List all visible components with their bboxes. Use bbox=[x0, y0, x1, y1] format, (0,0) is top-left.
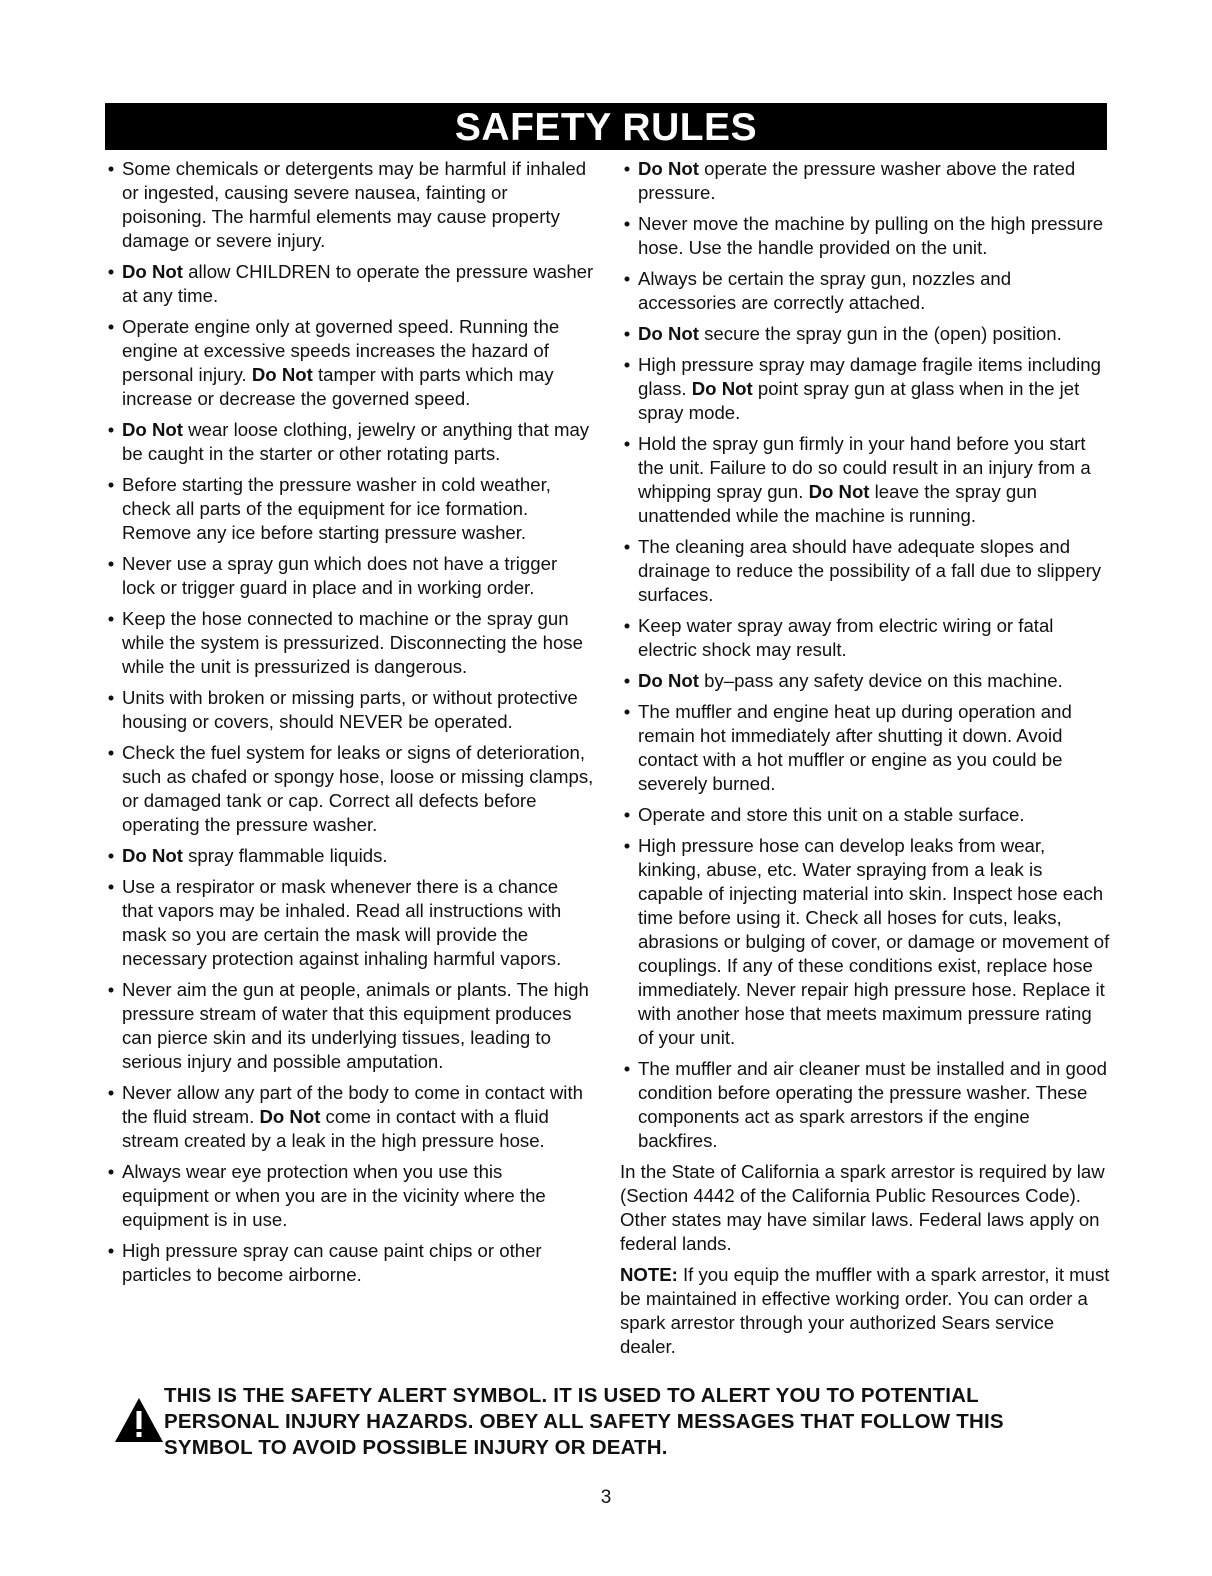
bullet-icon: • bbox=[107, 316, 115, 337]
list-item bbox=[104, 844, 594, 868]
rule-text: wear loose clothing, jewelry or anything that may be caught in the starter or other rotating parts. bbox=[122, 419, 590, 464]
list-item bbox=[620, 803, 1110, 827]
left-column bbox=[104, 157, 594, 1294]
list-item bbox=[104, 1239, 594, 1287]
list-item bbox=[620, 322, 1110, 346]
alert-line-2: PERSONAL INJURY HAZARDS. OBEY ALL SAFETY MESSAGES THAT FOLLOW THIS bbox=[164, 1410, 1004, 1433]
rule-text: Check the fuel system for leaks or signs of deterioration, such as chafed or spongy hose, loose or missing clamps, or damaged tank or cap. Correct all defects before operating the pressure washer. bbox=[122, 742, 594, 835]
list-item bbox=[620, 212, 1110, 260]
rule-text: Use a respirator or mask whenever there is a chance that vapors may be inhaled. Read all instructions with mask so you are certain the mask will provide the necessary protection against inhaling harmful vapors. bbox=[122, 876, 562, 969]
list-item bbox=[104, 741, 594, 837]
right-column bbox=[620, 157, 1110, 1366]
emphasis-text: Do Not bbox=[808, 481, 870, 502]
list-item bbox=[104, 552, 594, 600]
emphasis-text: NOTE: bbox=[620, 1264, 678, 1285]
list-item bbox=[620, 700, 1110, 796]
list-item bbox=[104, 260, 594, 308]
bullet-icon: • bbox=[623, 670, 631, 691]
list-item bbox=[104, 607, 594, 679]
list-item bbox=[620, 432, 1110, 528]
bullet-icon: • bbox=[107, 876, 115, 897]
emphasis-text: Do Not bbox=[638, 670, 699, 691]
rule-text: by–pass any safety device on this machine. bbox=[698, 670, 1063, 691]
list-item bbox=[104, 686, 594, 734]
rule-text: Operate engine only at governed speed. Running the engine at excessive speeds increases the hazard of personal injury. bbox=[122, 316, 560, 385]
safety-alert-text bbox=[164, 1383, 1104, 1461]
bullet-icon: • bbox=[107, 261, 115, 282]
list-item bbox=[104, 1160, 594, 1232]
rule-text: The muffler and engine heat up during operation and remain hot immediately after shutting it down. Avoid contact with a hot muffler or engine as you could be severely burned. bbox=[638, 701, 1072, 794]
list-item bbox=[104, 978, 594, 1074]
rule-text: The muffler and air cleaner must be installed and in good condition before operating the pressure washer. These components act as spark arrestors if the engine backfires. bbox=[638, 1058, 1107, 1151]
emphasis-text: Do Not bbox=[638, 158, 699, 179]
page-number: 3 bbox=[600, 1487, 612, 1508]
right-notes bbox=[620, 1160, 1110, 1359]
list-item bbox=[104, 473, 594, 545]
list-item bbox=[620, 834, 1110, 1050]
bullet-icon: • bbox=[107, 845, 115, 866]
rule-text: High pressure hose can develop leaks from wear, kinking, abuse, etc. Water spraying from a leak is capable of injecting material into skin. Inspect hose each time before using it. Check all hoses for cuts, leaks, abrasions or bulging of cover, or damage or movement of couplings. If any of these conditions exist, replace hose immediately. Never repair high pressure hose. Replace it with another hose that meets maximum pressure rating of your unit. bbox=[638, 835, 1110, 1048]
rule-text: High pressure spray may damage fragile items including glass. bbox=[638, 354, 1101, 399]
list-item bbox=[620, 669, 1110, 693]
rule-text: operate the pressure washer above the rated pressure. bbox=[638, 158, 1076, 203]
list-item bbox=[620, 267, 1110, 315]
rule-text: leave the spray gun unattended while the machine is running. bbox=[638, 481, 1037, 526]
alert-line-1: THIS IS THE SAFETY ALERT SYMBOL. IT IS USED TO ALERT YOU TO POTENTIAL bbox=[164, 1384, 979, 1407]
list-item bbox=[104, 315, 594, 411]
right-rules-list bbox=[620, 157, 1110, 1153]
bullet-icon: • bbox=[623, 615, 631, 636]
bullet-icon: • bbox=[623, 804, 631, 825]
bullet-icon: • bbox=[623, 433, 631, 454]
list-item bbox=[620, 614, 1110, 662]
rule-text: If you equip the muffler with a spark arrestor, it must be maintained in effective working order. You can order a spark arrestor through your authorized Sears service dealer. bbox=[620, 1264, 1110, 1357]
bullet-icon: • bbox=[623, 158, 631, 179]
rule-text: Never use a spray gun which does not have a trigger lock or trigger guard in place and in working order. bbox=[122, 553, 558, 598]
bullet-icon: • bbox=[107, 1082, 115, 1103]
note-paragraph bbox=[620, 1263, 1110, 1359]
left-rules-list bbox=[104, 157, 594, 1287]
list-item bbox=[104, 418, 594, 466]
bullet-icon: • bbox=[107, 979, 115, 1000]
rule-text: secure the spray gun in the (open) position. bbox=[698, 323, 1062, 344]
list-item bbox=[620, 157, 1110, 205]
bullet-icon: • bbox=[107, 687, 115, 708]
rule-text: Operate and store this unit on a stable surface. bbox=[638, 804, 1025, 825]
rule-text: Hold the spray gun firmly in your hand before you start the unit. Failure to do so could result in an injury from a whipping spray gun. bbox=[638, 433, 1091, 502]
rule-text: Before starting the pressure washer in cold weather, check all parts of the equipment for ice formation. Remove any ice before starting pressure washer. bbox=[122, 474, 551, 543]
bullet-icon: • bbox=[107, 742, 115, 763]
bullet-icon: • bbox=[623, 268, 631, 289]
rule-text: Always wear eye protection when you use this equipment or when you are in the vicinity where the equipment is in use. bbox=[122, 1161, 546, 1230]
emphasis-text: Do Not bbox=[122, 261, 183, 282]
list-item bbox=[620, 535, 1110, 607]
rule-text: come in contact with a fluid stream created by a leak in the high pressure hose. bbox=[122, 1106, 549, 1151]
bullet-icon: • bbox=[623, 835, 631, 856]
rule-text: Keep water spray away from electric wiring or fatal electric shock may result. bbox=[638, 615, 1054, 660]
bullet-icon: • bbox=[107, 419, 115, 440]
list-item bbox=[620, 1057, 1110, 1153]
emphasis-text: Do Not bbox=[122, 419, 183, 440]
bullet-icon: • bbox=[107, 608, 115, 629]
emphasis-text: Do Not bbox=[122, 845, 183, 866]
bullet-icon: • bbox=[623, 536, 631, 557]
emphasis-text: Do Not bbox=[691, 378, 753, 399]
emphasis-text: Do Not bbox=[638, 323, 699, 344]
alert-line-3: SYMBOL TO AVOID POSSIBLE INJURY OR DEATH. bbox=[164, 1436, 668, 1459]
rule-text: Never move the machine by pulling on the high pressure hose. Use the handle provided on the unit. bbox=[638, 213, 1104, 258]
bullet-icon: • bbox=[107, 474, 115, 495]
rule-text: point spray gun at glass when in the jet spray mode. bbox=[638, 378, 1080, 423]
bullet-icon: • bbox=[623, 213, 631, 234]
bullet-icon: • bbox=[623, 323, 631, 344]
rule-text: tamper with parts which may increase or decrease the governed speed. bbox=[122, 364, 554, 409]
rule-text: Never allow any part of the body to come in contact with the fluid stream. bbox=[122, 1082, 583, 1127]
emphasis-text: Do Not bbox=[259, 1106, 321, 1127]
rule-text: Always be certain the spray gun, nozzles and accessories are correctly attached. bbox=[638, 268, 1012, 313]
safety-alert-triangle-icon bbox=[114, 1397, 164, 1443]
bullet-icon: • bbox=[623, 1058, 631, 1079]
safety-alert-block bbox=[114, 1383, 1104, 1463]
rule-text: spray flammable liquids. bbox=[182, 845, 388, 866]
bullet-icon: • bbox=[107, 158, 115, 179]
bullet-icon: • bbox=[623, 701, 631, 722]
list-item bbox=[620, 353, 1110, 425]
page-title: SAFETY RULES bbox=[105, 103, 1107, 150]
bullet-icon: • bbox=[107, 553, 115, 574]
note-paragraph bbox=[620, 1160, 1110, 1256]
list-item bbox=[104, 1081, 594, 1153]
rule-text: Keep the hose connected to machine or the spray gun while the system is pressurized. Disconnecting the hose while the unit is pressurized is dangerous. bbox=[122, 608, 583, 677]
rule-text: In the State of California a spark arrestor is required by law (Section 4442 of the California Public Resources Code). Other states may have similar laws. Federal laws apply on federal lands. bbox=[620, 1161, 1105, 1254]
rule-text: The cleaning area should have adequate slopes and drainage to reduce the possibility of a fall due to slippery surfaces. bbox=[638, 536, 1102, 605]
rule-text: Some chemicals or detergents may be harmful if inhaled or ingested, causing severe nausea, fainting or poisoning. The harmful elements may cause property damage or severe injury. bbox=[122, 158, 587, 251]
emphasis-text: Do Not bbox=[251, 364, 313, 385]
bullet-icon: • bbox=[107, 1240, 115, 1261]
rule-text: Never aim the gun at people, animals or plants. The high pressure stream of water that this equipment produces can pierce skin and its underlying tissues, leading to serious injury and possible amputation. bbox=[122, 979, 589, 1072]
list-item bbox=[104, 875, 594, 971]
list-item bbox=[104, 157, 594, 253]
rule-text: High pressure spray can cause paint chips or other particles to become airborne. bbox=[122, 1240, 542, 1285]
rule-text: Units with broken or missing parts, or without protective housing or covers, should NEVER be operated. bbox=[122, 687, 578, 732]
bullet-icon: • bbox=[107, 1161, 115, 1182]
bullet-icon: • bbox=[623, 354, 631, 375]
rule-text: allow CHILDREN to operate the pressure washer at any time. bbox=[122, 261, 594, 306]
